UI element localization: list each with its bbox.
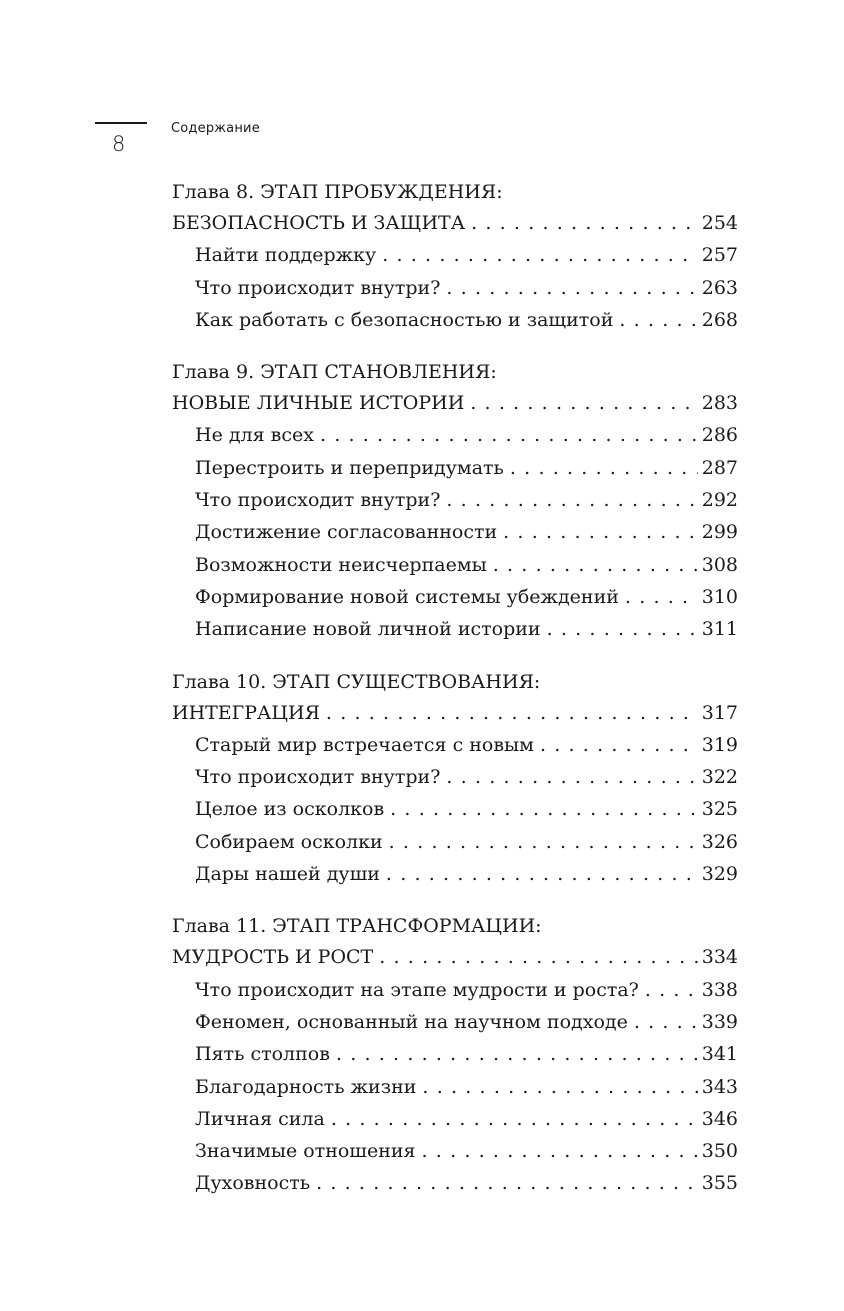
dot-leader (390, 793, 698, 825)
section-entry[interactable] (172, 1167, 738, 1199)
section-label: Написание новой личной истории (195, 618, 541, 641)
section-label: Найти поддержку (195, 244, 377, 267)
page-ref: 346 (701, 1107, 738, 1130)
dot-leader (422, 1071, 697, 1103)
dot-leader (547, 613, 698, 645)
page-ref: 350 (701, 1140, 738, 1163)
dot-leader (446, 761, 697, 793)
page-ref: 299 (701, 521, 738, 544)
page-ref: 287 (701, 456, 738, 479)
dot-leader (389, 826, 698, 858)
page-number: 8 (112, 132, 126, 156)
section-label: Старый мир встречается с новым (195, 733, 534, 756)
page-ref: 325 (701, 798, 738, 821)
page-ref: 329 (701, 863, 738, 886)
chapter-entry[interactable] (172, 697, 738, 729)
section-label: Собираем осколки (195, 830, 383, 853)
dot-leader (625, 581, 698, 613)
page-ref: 286 (701, 424, 738, 447)
section-label: Дары нашей души (195, 863, 380, 886)
chapter-title[interactable] (172, 667, 738, 697)
section-entry[interactable] (172, 613, 738, 645)
chapter-entry[interactable] (172, 387, 738, 419)
page-ref: 343 (701, 1075, 738, 1098)
chapter-title-line1: Глава 11. ЭТАП ТРАНСФОРМАЦИИ: (172, 915, 542, 938)
chapter-title-line1: Глава 8. ЭТАП ПРОБУЖДЕНИЯ: (172, 181, 503, 203)
section-label: Духовность (195, 1172, 311, 1195)
dot-leader (470, 387, 697, 419)
section-entry[interactable] (172, 974, 738, 1006)
section-entry[interactable] (172, 239, 738, 271)
chapter-entry[interactable] (172, 941, 738, 973)
dot-leader (471, 207, 698, 239)
section-entry[interactable] (172, 729, 738, 761)
chapter-title[interactable] (172, 177, 738, 207)
section-label: Достижение согласованности (195, 521, 498, 544)
chapter-title[interactable] (172, 911, 738, 941)
section-label: Значимые отношения (195, 1140, 416, 1163)
page-ref: 355 (701, 1172, 738, 1195)
dot-leader (331, 1103, 698, 1135)
section-label: Как работать с безопасностью и защитой (195, 308, 614, 331)
section-label: Что происходит внутри? (195, 276, 441, 299)
section-entry[interactable] (172, 1006, 738, 1038)
section-entry[interactable] (172, 1135, 738, 1167)
chapter-title-line2: ИНТЕГРАЦИЯ (172, 701, 320, 724)
dot-leader (645, 974, 698, 1006)
page-ref: 257 (701, 244, 738, 267)
page-ref: 263 (701, 276, 738, 299)
dot-leader (446, 272, 697, 304)
dot-leader (422, 1135, 698, 1167)
page-ref: 341 (701, 1043, 738, 1066)
section-entry[interactable] (172, 761, 738, 793)
dot-leader (386, 858, 698, 890)
section-label: Что происходит внутри? (195, 489, 441, 512)
page-ref: 268 (701, 308, 738, 331)
section-label: Пять столпов (195, 1043, 330, 1066)
page-ref: 334 (701, 946, 738, 969)
chapter-8 (172, 177, 738, 336)
dot-leader (320, 419, 698, 451)
chapter-10 (172, 667, 738, 891)
section-label: Благодарность жизни (195, 1075, 417, 1098)
section-label: Феномен, основанный на научном подходе (195, 1010, 628, 1033)
section-label: Что происходит внутри? (195, 766, 441, 789)
running-head: Содержание (171, 121, 260, 136)
chapter-9 (172, 357, 738, 645)
section-label: Целое из осколков (195, 798, 385, 821)
page-ref: 283 (701, 392, 738, 415)
section-entry[interactable] (172, 549, 738, 581)
dot-leader (634, 1006, 698, 1038)
section-entry[interactable] (172, 793, 738, 825)
section-entry[interactable] (172, 858, 738, 890)
section-entry[interactable] (172, 1038, 738, 1070)
page-ref: 308 (701, 553, 738, 576)
page-ref: 319 (701, 733, 738, 756)
header-rule (95, 122, 147, 124)
page-ref: 292 (701, 489, 738, 512)
section-entry[interactable] (172, 516, 738, 548)
dot-leader (446, 484, 697, 516)
section-entry[interactable] (172, 484, 738, 516)
section-label: Перестроить и перепридумать (195, 456, 504, 479)
page-ref: 311 (701, 618, 738, 641)
dot-leader (316, 1167, 698, 1199)
section-entry[interactable] (172, 1071, 738, 1103)
section-label: Не для всех (195, 424, 314, 447)
dot-leader (379, 941, 698, 973)
page-ref: 338 (701, 978, 738, 1001)
dot-leader (336, 1038, 698, 1070)
section-entry[interactable] (172, 272, 738, 304)
dot-leader (510, 452, 698, 484)
chapter-11 (172, 911, 738, 1199)
section-label: Что происходит на этапе мудрости и роста? (195, 978, 639, 1001)
dot-leader (382, 239, 698, 271)
dot-leader (493, 549, 698, 581)
chapter-title[interactable] (172, 357, 738, 387)
section-label: Личная сила (195, 1107, 325, 1130)
page-ref: 310 (701, 585, 738, 608)
section-entry[interactable] (172, 826, 738, 858)
table-of-contents (172, 177, 738, 1221)
page-ref: 339 (701, 1010, 738, 1033)
dot-leader (540, 729, 698, 761)
section-entry[interactable] (172, 452, 738, 484)
dot-leader (326, 697, 698, 729)
chapter-title-line2: МУДРОСТЬ И РОСТ (172, 946, 374, 969)
page-ref: 326 (701, 830, 738, 853)
section-label: Формирование новой системы убеждений (195, 585, 619, 608)
page-ref: 254 (701, 212, 738, 234)
page-ref: 322 (701, 766, 738, 789)
chapter-entry[interactable] (172, 207, 738, 239)
chapter-title-line1: Глава 10. ЭТАП СУЩЕСТВОВАНИЯ: (172, 670, 541, 693)
chapter-title-line2: НОВЫЕ ЛИЧНЫЕ ИСТОРИИ (172, 392, 465, 415)
section-label: Возможности неисчерпаемы (195, 553, 487, 576)
section-entry[interactable] (172, 304, 738, 336)
page-ref: 317 (701, 701, 738, 724)
section-entry[interactable] (172, 1103, 738, 1135)
chapter-title-line1: Глава 9. ЭТАП СТАНОВЛЕНИЯ: (172, 361, 497, 384)
section-entry[interactable] (172, 581, 738, 613)
dot-leader (503, 516, 698, 548)
dot-leader (619, 304, 697, 336)
section-entry[interactable] (172, 419, 738, 451)
chapter-title-line2: БЕЗОПАСНОСТЬ И ЗАЩИТА (172, 212, 466, 234)
